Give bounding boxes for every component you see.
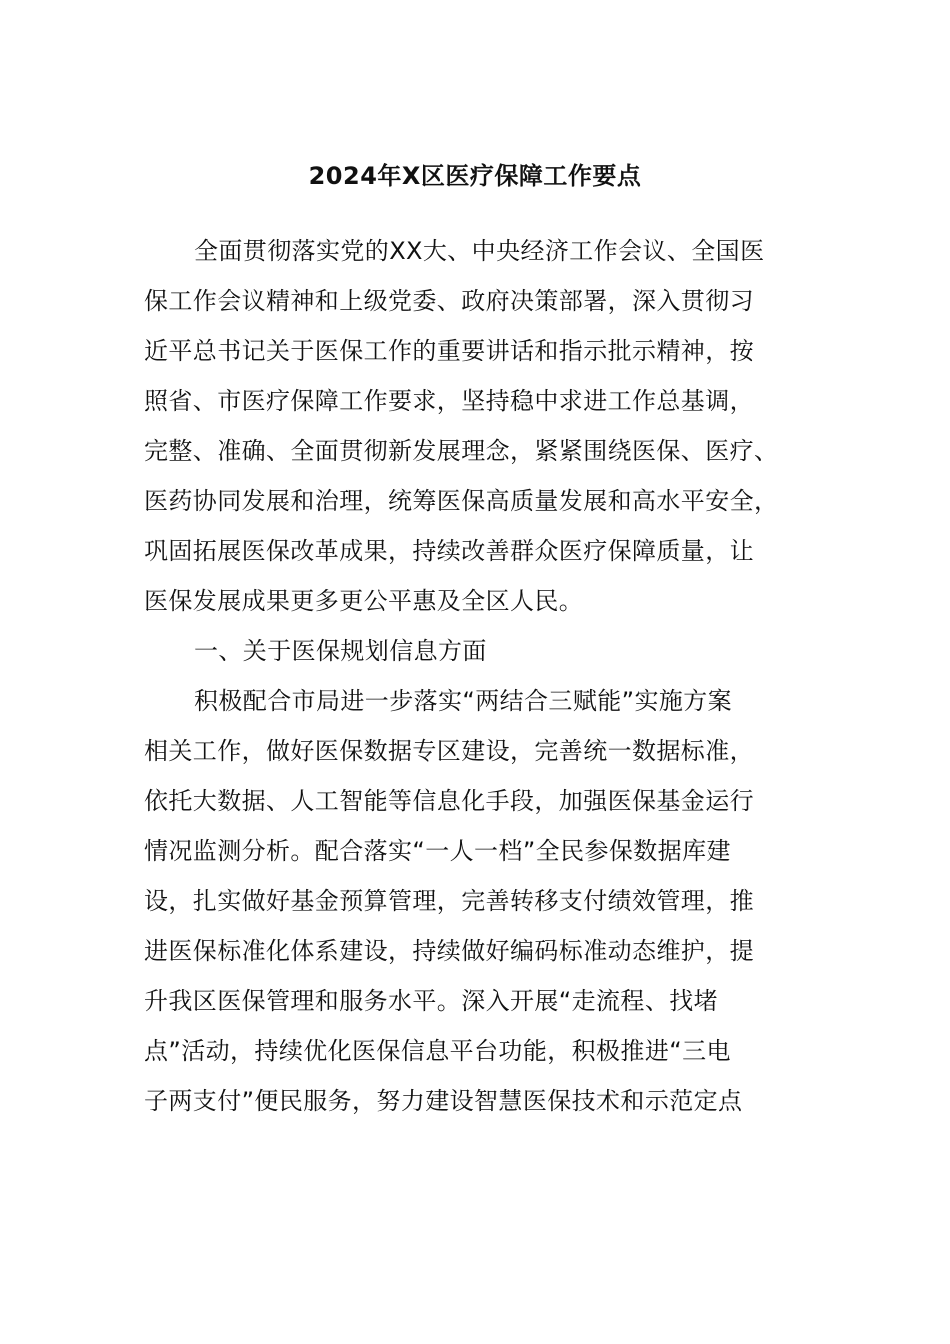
paragraph-line: 情况监测分析。配合落实“一人一档”全民参保数据库建 <box>144 837 731 865</box>
paragraph-line: 积极配合市局进一步落实“两结合三赋能”实施方案 <box>194 687 733 715</box>
paragraph-line: 进医保标准化体系建设，持续做好编码标准动态维护，提 <box>144 937 754 965</box>
paragraph-line: 巩固拓展医保改革成果，持续改善群众医疗保障质量，让 <box>144 537 754 565</box>
paragraph-line: 相关工作，做好医保数据专区建设，完善统一数据标准， <box>144 737 754 765</box>
paragraph-line: 子两支付”便民服务，努力建设智慧医保技术和示范定点 <box>144 1087 743 1115</box>
paragraph-line: 照省、市医疗保障工作要求，坚持稳中求进工作总基调， <box>144 387 754 415</box>
paragraph-line: 设，扎实做好基金预算管理，完善转移支付绩效管理，推 <box>144 887 754 915</box>
document-title: 2024年X区医疗保障工作要点 <box>308 162 642 190</box>
paragraph-line: 升我区医保管理和服务水平。深入开展“走流程、找堵 <box>144 987 719 1015</box>
paragraph-line: 依托大数据、人工智能等信息化手段，加强医保基金运行 <box>144 787 754 815</box>
paragraph-line: 保工作会议精神和上级党委、政府决策部署，深入贯彻习 <box>144 287 754 315</box>
paragraph-line: 医药协同发展和治理，统筹医保高质量发展和高水平安全， <box>144 487 779 515</box>
paragraph-line: 点”活动，持续优化医保信息平台功能，积极推进“三电 <box>144 1037 731 1065</box>
paragraph-line: 全面贯彻落实党的XX大、中央经济工作会议、全国医 <box>194 237 765 265</box>
paragraph-line: 近平总书记关于医保工作的重要讲话和指示批示精神，按 <box>144 337 754 365</box>
paragraph-line: 完整、准确、全面贯彻新发展理念，紧紧围绕医保、医疗、 <box>144 437 779 465</box>
section-heading: 一、关于医保规划信息方面 <box>194 637 487 665</box>
document-body <box>144 226 809 1126</box>
paragraph-line: 医保发展成果更多更公平惠及全区人民。 <box>144 587 584 615</box>
